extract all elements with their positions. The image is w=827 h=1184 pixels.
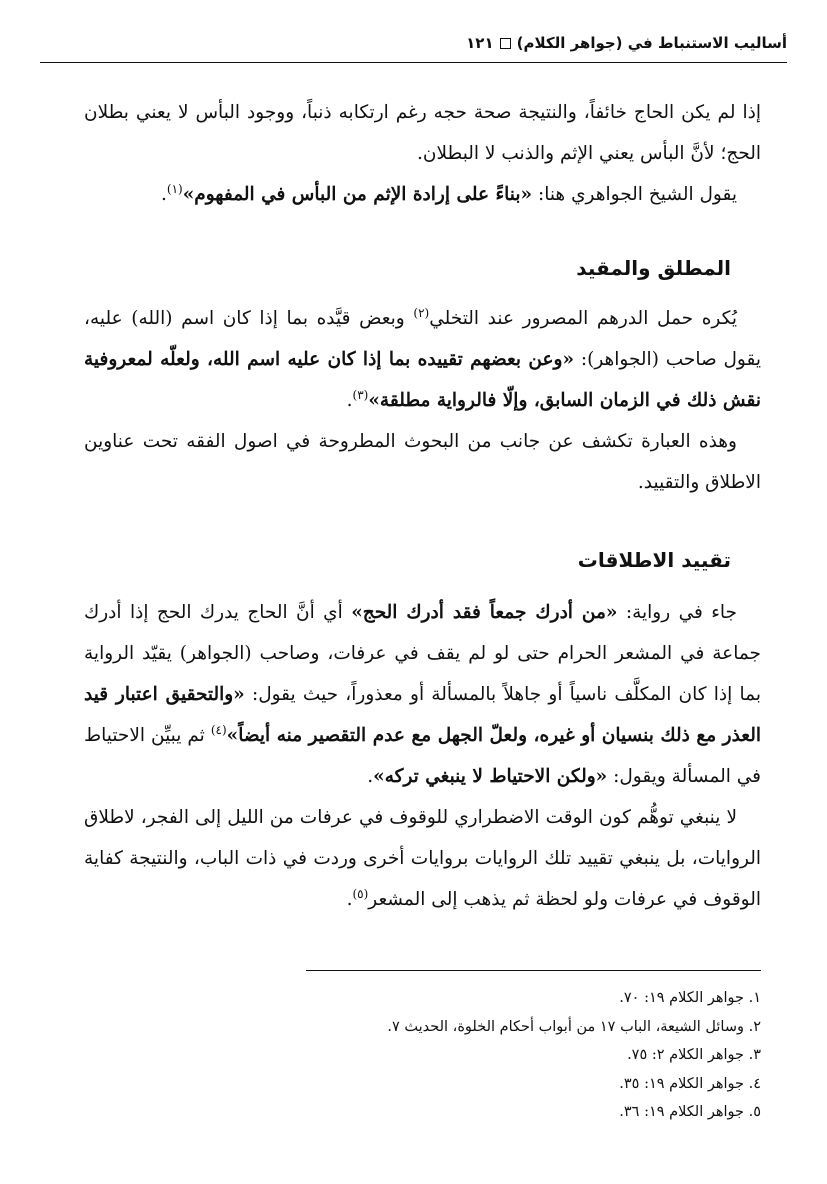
paragraph bbox=[84, 174, 761, 215]
section-taqyid bbox=[84, 592, 761, 920]
footnote: ١. جواهر الكلام ١٩: ٧٠. bbox=[619, 990, 761, 1006]
footnote: ٣. جواهر الكلام ٢: ٧٥. bbox=[627, 1047, 761, 1063]
book-title: أساليب الاستنباط في (جواهر الكلام) bbox=[516, 34, 787, 52]
quote: «ولكن الاحتياط لا ينبغي تركه» bbox=[373, 766, 608, 787]
footnote-ref[interactable]: (٢) bbox=[413, 305, 430, 320]
text-run: لا ينبغي توهُّم كون الوقت الاضطراري للوقوف في عرفات من الليل إلى الفجر، لاطلاق الروايات، بل ينبغي تقييد تلك الروايات بروايات أخرى وردت في ذات الباب، والنتيجة كفاية الوقوف في عرفات ولو لحظة ثم يذهب إلى المشعر bbox=[84, 807, 761, 910]
section-heading: المطلق والمقيد bbox=[576, 256, 731, 280]
section-intro bbox=[84, 92, 761, 215]
square-separator-icon bbox=[500, 38, 511, 49]
footnote: ٢. وسائل الشيعة، الباب ١٧ من أبواب أحكام الخلوة، الحديث ٧. bbox=[387, 1018, 761, 1035]
paragraph: وهذه العبارة تكشف عن جانب من البحوث المطروحة في اصول الفقه تحت عناوين الاطلاق والتقييد. bbox=[84, 431, 761, 493]
section-heading: تقييد الاطلاقات bbox=[577, 548, 731, 572]
footnote-ref[interactable]: (١) bbox=[166, 181, 183, 196]
text-run: . bbox=[346, 390, 353, 411]
footnote: ٥. جواهر الكلام ١٩: ٣٦. bbox=[619, 1104, 761, 1120]
text-run: ثم يبيِّن الاحتياط في المسألة ويقول: bbox=[84, 725, 761, 787]
text-run: جاء في رواية: bbox=[617, 602, 737, 623]
paragraph: إذا لم يكن الحاج خائفاً، والنتيجة صحة حجه رغم ارتكابه ذنباً، ووجود البأس لا يعني بطلان الحج؛ لأنَّ البأس يعني الإثم والذنب لا البطلان. bbox=[84, 102, 761, 164]
footnote-ref[interactable]: (٣) bbox=[352, 387, 369, 402]
quote: «وعن بعضهم تقييده بما إذا كان عليه اسم الله، ولعلّه لمعروفية نقش ذلك في الزمان السابق، وإلّا فالرواية مطلقة» bbox=[84, 349, 761, 411]
footnote-ref[interactable]: (٥) bbox=[352, 886, 369, 901]
header-rule bbox=[40, 62, 787, 63]
page-number: ١٢١ bbox=[466, 34, 494, 52]
footnote-rule bbox=[306, 970, 761, 971]
text-run: وبعض قيَّده بما إذا كان اسم (الله) عليه، يقول صاحب (الجواهر): bbox=[84, 308, 761, 370]
quote: «والتحقيق اعتبار قيد العذر مع ذلك بنسيان أو غيره، ولعلّ الجهل مع عدم التقصير منه أيضاً» bbox=[84, 684, 762, 746]
quote: «من أدرك جمعاً فقد أدرك الحج» bbox=[351, 602, 618, 623]
footnote: ٤. جواهر الكلام ١٩: ٣٥. bbox=[619, 1075, 761, 1092]
running-header bbox=[40, 34, 787, 52]
section-mutlaq bbox=[84, 298, 761, 503]
text-run: يقول الشيخ الجواهري هنا: bbox=[532, 184, 737, 205]
text-run: أي أنَّ الحاج يدرك الحج إذا أدرك جماعة في المشعر الحرام حتى لو لم يقف في عرفات، وصاحب (الجواهر) يقيّد الرواية بما إذا كان المكلَّف ناسياً أو جاهلاً بالمسألة أو معذوراً، حيث يقول: bbox=[84, 602, 761, 705]
paragraph bbox=[84, 298, 761, 421]
text-run: . bbox=[346, 889, 353, 910]
paragraph bbox=[84, 592, 761, 797]
text-run: . bbox=[367, 766, 374, 787]
quote: «بناءً على إرادة الإثم من البأس في المفهوم» bbox=[182, 184, 533, 205]
footnotes bbox=[84, 984, 761, 1127]
footnote-ref[interactable]: (٤) bbox=[210, 722, 227, 737]
text-run: . bbox=[161, 184, 167, 205]
paragraph bbox=[84, 797, 761, 920]
text-run: يُكره حمل الدرهم المصرور عند التخلي bbox=[429, 308, 737, 329]
